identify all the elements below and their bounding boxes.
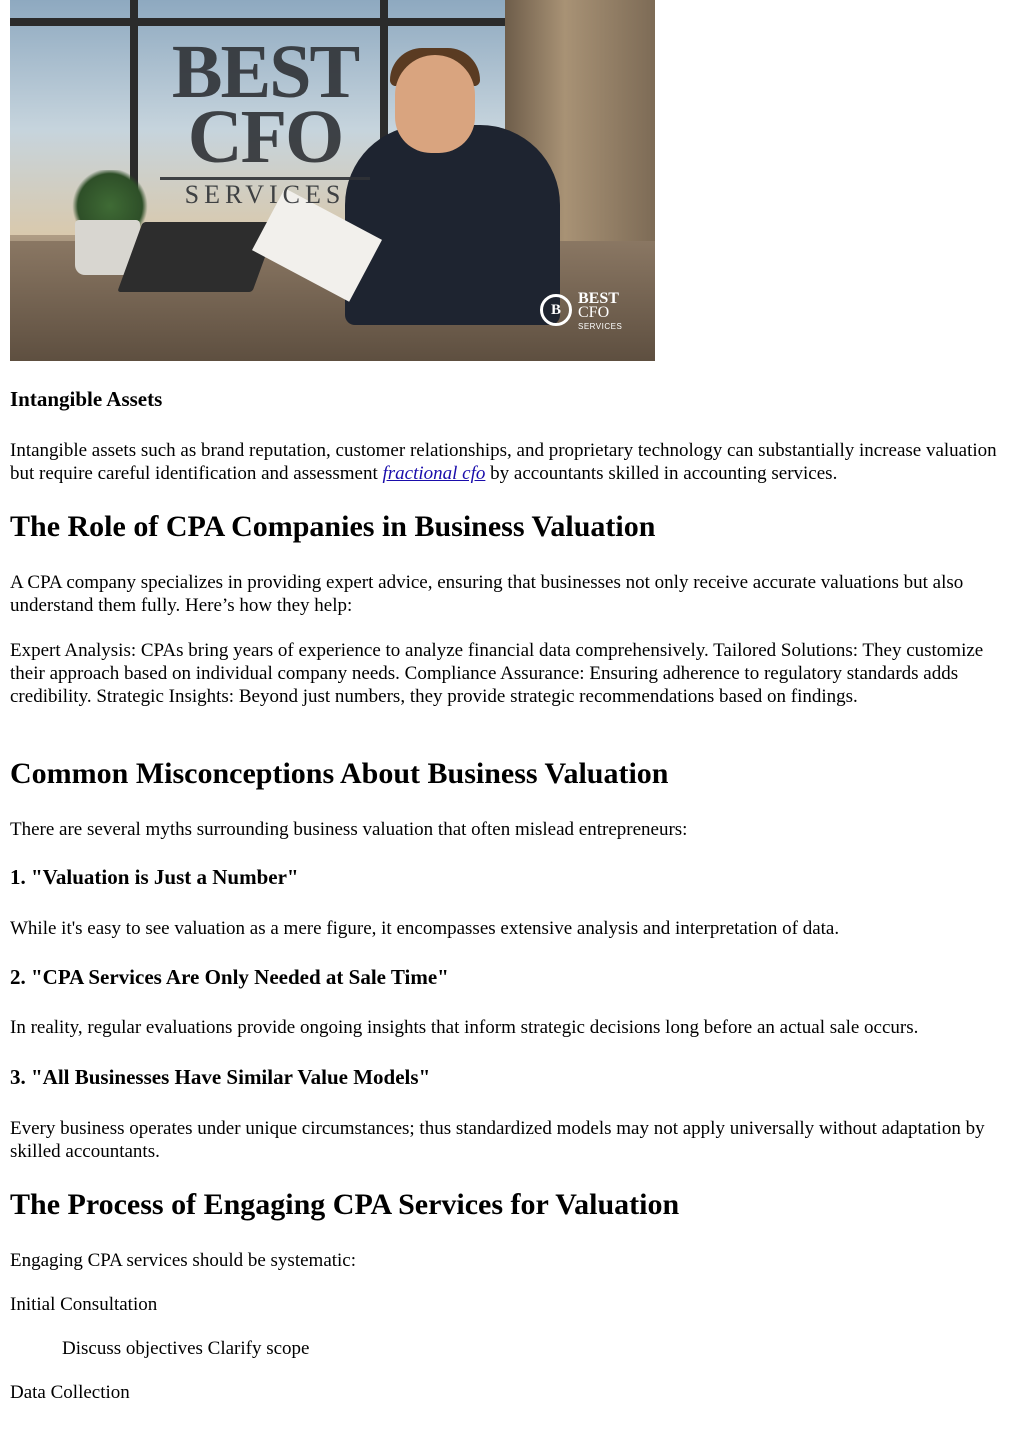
heading-myth-1: 1. "Valuation is Just a Number"	[10, 865, 299, 889]
best-cfo-logo-small	[540, 292, 635, 332]
paragraph-role-details: Expert Analysis: CPAs bring years of experience to analyze financial data comprehensively. Tailored Solutions: They customize their approach based on individual company needs. Compliance Assurance: Ensuring adherence to regulatory standards adds credibility. Strategic Insights: Beyond just numbers, they provide strategic recommendations based on findings.	[10, 640, 984, 707]
intangible-text-before-link: Intangible assets such as brand reputation, customer relationships, and proprietary technology can substantially increase valuation but require careful identification and assessment	[10, 440, 997, 484]
heading-process: The Process of Engaging CPA Services for Valuation	[10, 1188, 680, 1221]
paragraph-process-intro: Engaging CPA services should be systematic:	[10, 1250, 357, 1271]
logo-mark-icon: B	[540, 294, 572, 326]
process-step-1: Initial Consultation	[10, 1294, 158, 1315]
logo-large-line1: BEST	[171, 30, 359, 114]
process-step-1-sub: Discuss objectives Clarify scope	[62, 1338, 310, 1359]
logo-small-words	[578, 292, 622, 334]
person-head	[395, 55, 475, 153]
heading-myth-3: 3. "All Businesses Have Similar Value Models"	[10, 1065, 431, 1089]
logo-large-line2: CFO	[187, 95, 343, 180]
hero-image	[10, 0, 655, 361]
paragraph-role-intro: A CPA company specializes in providing expert advice, ensuring that businesses not only receive accurate valuations but also understand them fully. Here’s how they help:	[10, 572, 964, 616]
logo-large-line3: SERVICES	[160, 177, 370, 206]
article-page	[10, 0, 1014, 1403]
laptop	[117, 222, 277, 292]
heading-myth-2: 2. "CPA Services Are Only Needed at Sale Time"	[10, 965, 449, 989]
heading-intangible-assets: Intangible Assets	[10, 387, 163, 411]
paragraph-misconceptions-intro: There are several myths surrounding business valuation that often mislead entrepreneurs:	[10, 819, 688, 840]
paragraph-myth-2: In reality, regular evaluations provide ongoing insights that inform strategic decisions long before an actual sale occurs.	[10, 1017, 919, 1038]
window-transom	[10, 18, 510, 26]
person-body	[345, 125, 560, 325]
process-step-2: Data Collection	[10, 1382, 130, 1403]
logo-small-line1: BEST	[578, 290, 619, 307]
heading-role-of-cpa: The Role of CPA Companies in Business Valuation	[10, 510, 656, 543]
fractional-cfo-link[interactable]: fractional cfo	[382, 463, 486, 484]
intangible-text-after-link: by accountants skilled in accounting services.	[485, 463, 838, 484]
best-cfo-logo-large	[160, 30, 370, 209]
heading-misconceptions: Common Misconceptions About Business Valuation	[10, 757, 669, 790]
paragraph-myth-1: While it's easy to see valuation as a mere figure, it encompasses extensive analysis and interpretation of data.	[10, 918, 840, 939]
paragraph-myth-3: Every business operates under unique circumstances; thus standardized models may not apply universally without adaptation by skilled accountants.	[10, 1118, 985, 1162]
paragraph-intangible-assets	[10, 439, 1014, 485]
logo-small-line3: SERVICES	[578, 322, 623, 331]
logo-small-line2: CFO	[578, 304, 610, 321]
